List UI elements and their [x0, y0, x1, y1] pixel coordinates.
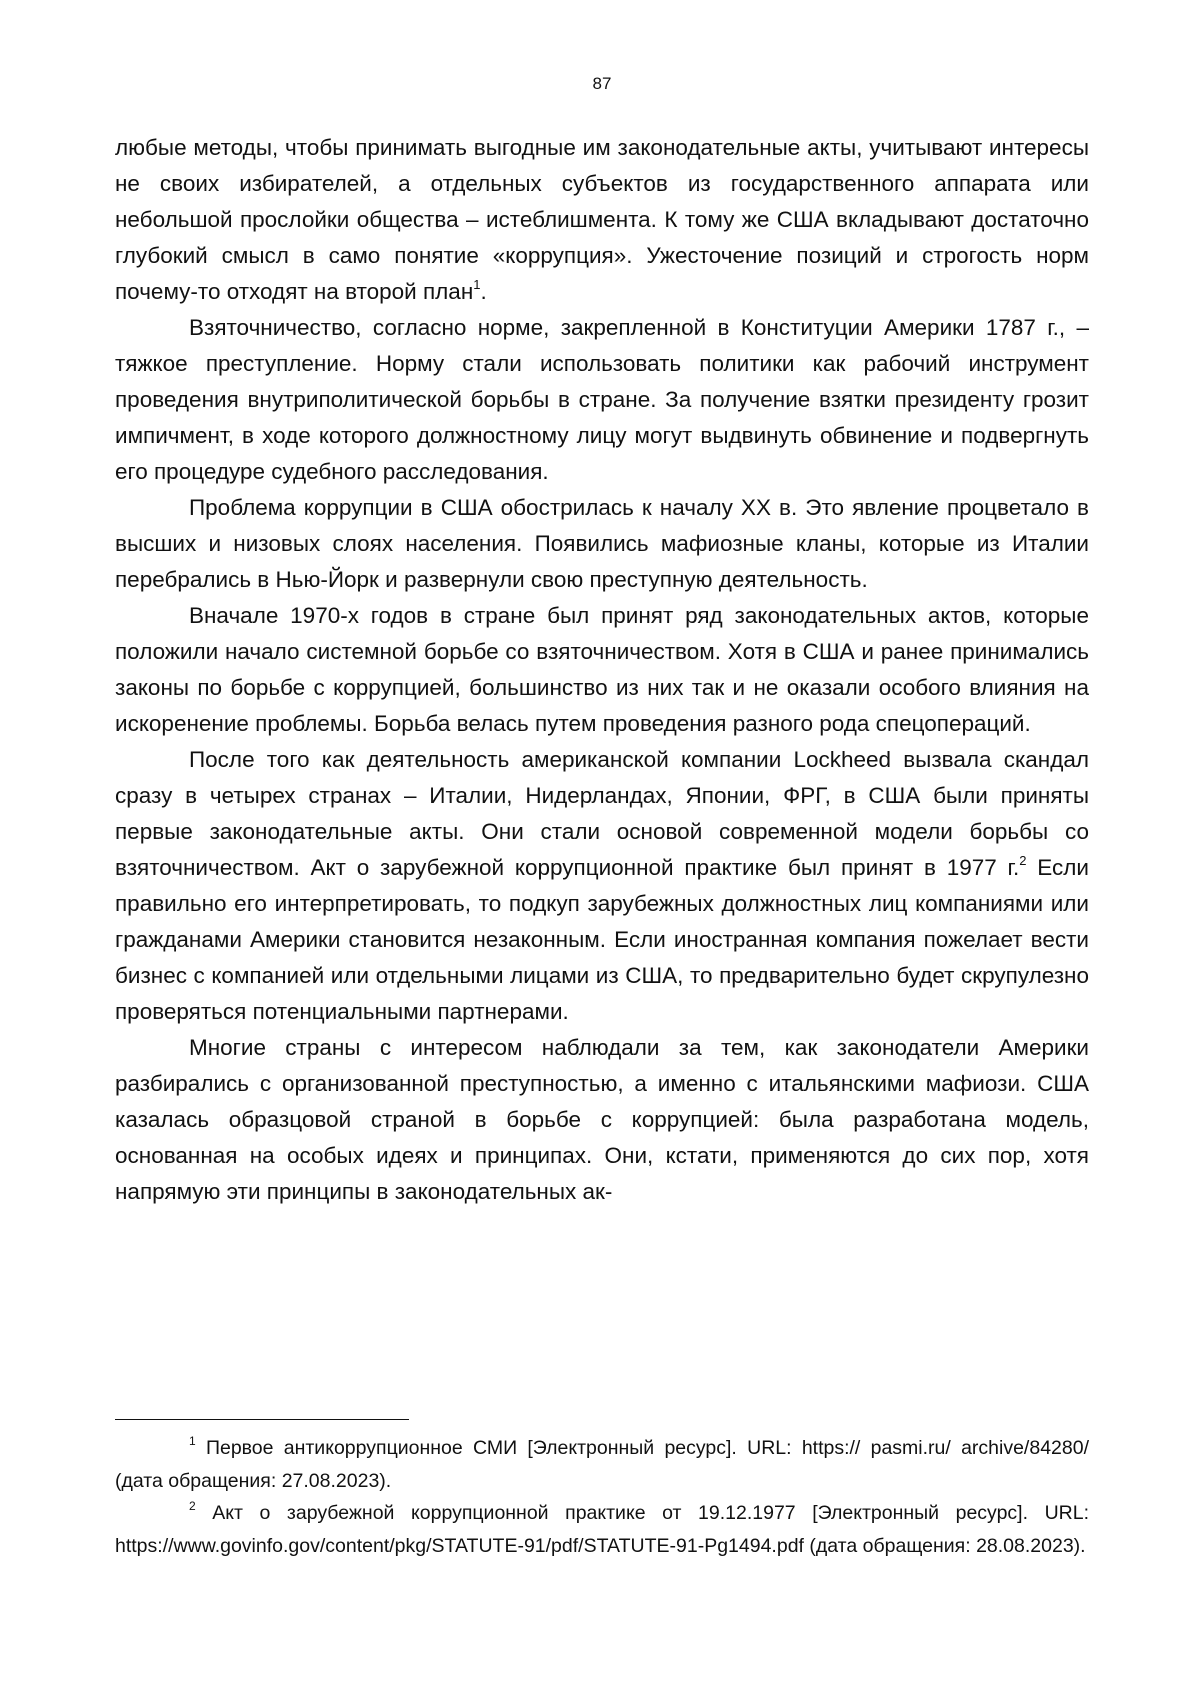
footnote-mark: 2: [189, 1498, 196, 1513]
footnote: [115, 1497, 1089, 1562]
footnote-mark: 1: [189, 1433, 196, 1448]
paragraph: [115, 598, 1089, 742]
paragraph-text-after-note: .: [480, 279, 487, 304]
page-number: 87: [592, 74, 612, 93]
footnote-text: Первое антикоррупционное СМИ [Электронный ресурс]. URL: https:// pasmi.ru/ archive/84280/ (дата обращения: 27.08.2023).: [115, 1437, 1089, 1492]
paragraph: [115, 310, 1089, 490]
paragraph: [115, 130, 1089, 310]
paragraph: [115, 1030, 1089, 1210]
paragraph-text-after-note: Если правильно его интерпретировать, то подкуп зарубежных должностных лиц компаниями или гражданами Америки становится незаконным. Если иностранная компания пожелает вести бизнес с компанией или отдельными лицами из США, то предварительно будет скрупулезно проверяться потенциальными партнерами.: [115, 855, 1089, 1024]
paragraph-text: Проблема коррупции в США обострилась к началу ХХ в. Это явление процветало в высших и низовых слоях населения. Появились мафиозные кланы, которые из Италии перебрались в Нью-Йорк и развернули свою преступную деятельность.: [115, 495, 1089, 592]
paragraph: [115, 490, 1089, 598]
document-page: [115, 0, 1089, 1698]
paragraph-text: любые методы, чтобы принимать выгодные им законодательные акты, учитывают интересы не своих избирателей, а отдельных субъектов из государственного аппарата или небольшой прослойки общества – истеблишмента. К тому же США вкладывают достаточно глубокий смысл в само понятие «коррупция». Ужесточение позиций и строгость норм почему-то отходят на второй план: [115, 135, 1089, 304]
paragraph-text: Многие страны с интересом наблюдали за тем, как законодатели Америки разбирались с организованной преступностью, а именно с итальянскими мафиози. США казалась образцовой страной в борьбе с коррупцией: была разработана модель, основанная на особых идеях и принципах. Они, кстати, применяются до сих пор, хотя напрямую эти принципы в законодательных ак-: [115, 1035, 1089, 1204]
footnotes: [115, 1432, 1089, 1562]
paragraph-text: После того как деятельность американской компании Lockheed вызвала скандал сразу в четырех странах – Италии, Нидерландах, Японии, ФРГ, в США были приняты первые законодательные акты. Они стали основой современной модели борьбы со взяточничеством. Акт о зарубежной коррупционной практике был принят в 1977 г.: [115, 747, 1089, 880]
footnote-divider: [115, 1419, 409, 1420]
footnote-reference: 2: [1019, 852, 1027, 868]
footnote-reference: 1: [473, 276, 481, 292]
body-text: [115, 130, 1089, 1210]
paragraph-text: Взяточничество, согласно норме, закрепленной в Конституции Америки 1787 г., – тяжкое преступление. Норму стали использовать политики как рабочий инструмент проведения внутриполитической борьбы в стране. За получение взятки президенту грозит импичмент, в ходе которого должностному лицу могут выдвинуть обвинение и подвергнуть его процедуре судебного расследования.: [115, 315, 1089, 484]
footnote: [115, 1432, 1089, 1497]
footnote-text: Акт о зарубежной коррупционной практике от 19.12.1977 [Электронный ресурс]. URL: https://www.govinfo.gov/content/pkg/STATUTE-91/pdf/STATUTE-91-Pg1494.pdf (дата обращения: 28.08.2023).: [115, 1502, 1089, 1557]
paragraph-text: Вначале 1970-х годов в стране был принят ряд законодательных актов, которые положили начало системной борьбе со взяточничеством. Хотя в США и ранее принимались законы по борьбе с коррупцией, большинство из них так и не оказали особого влияния на искоренение проблемы. Борьба велась путем проведения разного рода спецопераций.: [115, 603, 1089, 736]
paragraph: [115, 742, 1089, 1030]
